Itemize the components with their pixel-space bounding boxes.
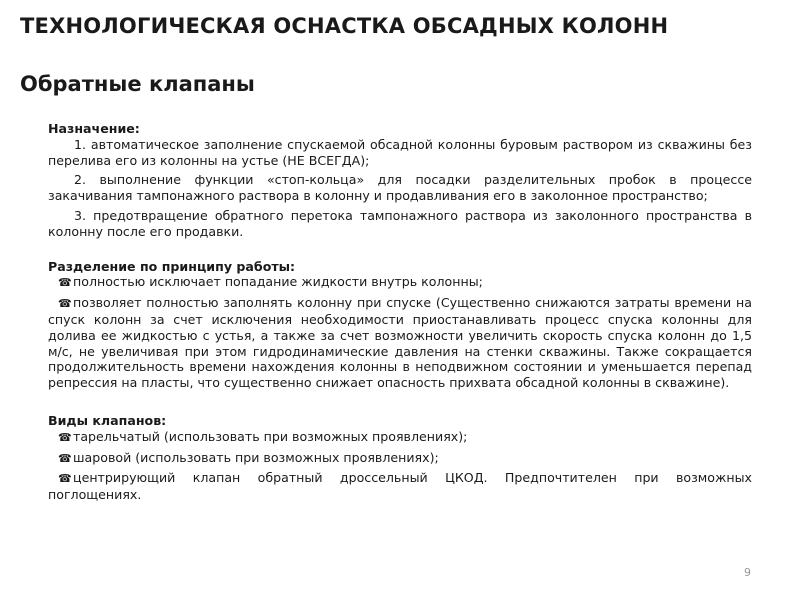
slide-subtitle: Обратные клапаны bbox=[20, 72, 255, 96]
purpose-heading: Назначение: bbox=[48, 121, 140, 136]
telephone-icon: ☎ bbox=[58, 430, 72, 444]
purpose-item-1: 1. автоматическое заполнение спускаемой обсадной колонны буровым раствором из скважины без перелива его из колонны на устье (НЕ ВСЕГДА); bbox=[48, 136, 752, 168]
section-spacer bbox=[48, 395, 752, 413]
principle-item-1-text: полностью исключает попадание жидкости внутрь колонны; bbox=[73, 274, 483, 290]
principle-item-1 bbox=[48, 274, 752, 291]
telephone-icon: ☎ bbox=[58, 472, 72, 486]
types-item-3-text: центрирующий клапан обратный дроссельный ЦКОД. Предпочтителен при возможных поглощениях. bbox=[48, 470, 752, 503]
purpose-item-3: 3. предотвращение обратного перетока тампонажного раствора из заколонного пространства в колонну после его продавки. bbox=[48, 207, 752, 239]
types-item-3 bbox=[48, 470, 752, 503]
types-heading: Виды клапанов: bbox=[48, 412, 167, 428]
principle-heading: Разделение по принципу работы: bbox=[48, 258, 296, 274]
types-item-2 bbox=[48, 450, 752, 467]
telephone-icon: ☎ bbox=[58, 297, 72, 311]
principle-item-2-text: позволяет полностью заполнять колонну при спуске (Существенно снижаются затраты времени на спуск колонн за счет исключения необходимости приостанавливать процесс спуска колонны для долива ее жидкостью с устья, а также за счет возможности увеличить скорость спуска колонн до 1,5 м/с, не увеличивая при этом гидродинамические давления на стенки скважины. Также сокращается продолжительность времени нахождения колонны в неподвижном состоянии и уменьшается перепад репрессия на пласты, что существенно снижает опасность прихвата обсадной колонны в скважине). bbox=[48, 295, 752, 391]
section-spacer bbox=[48, 244, 752, 259]
principle-item-2 bbox=[48, 295, 752, 391]
telephone-icon: ☎ bbox=[58, 451, 72, 465]
types-item-1 bbox=[48, 429, 752, 446]
purpose-item-2: 2. выполнение функции «стоп-кольца» для посадки разделительных пробок в процессе закачивания тампонажного раствора в колонну и продавливания его в заколонное пространство; bbox=[48, 172, 752, 204]
slide-content bbox=[48, 121, 752, 507]
telephone-icon: ☎ bbox=[58, 276, 72, 290]
page-number: 9 bbox=[744, 566, 751, 579]
types-item-2-text: шаровой (использовать при возможных проявлениях); bbox=[73, 449, 439, 465]
types-item-1-text: тарельчатый (использовать при возможных проявлениях); bbox=[73, 428, 468, 444]
slide-title: ТЕХНОЛОГИЧЕСКАЯ ОСНАСТКА ОБСАДНЫХ КОЛОНН bbox=[20, 14, 669, 38]
